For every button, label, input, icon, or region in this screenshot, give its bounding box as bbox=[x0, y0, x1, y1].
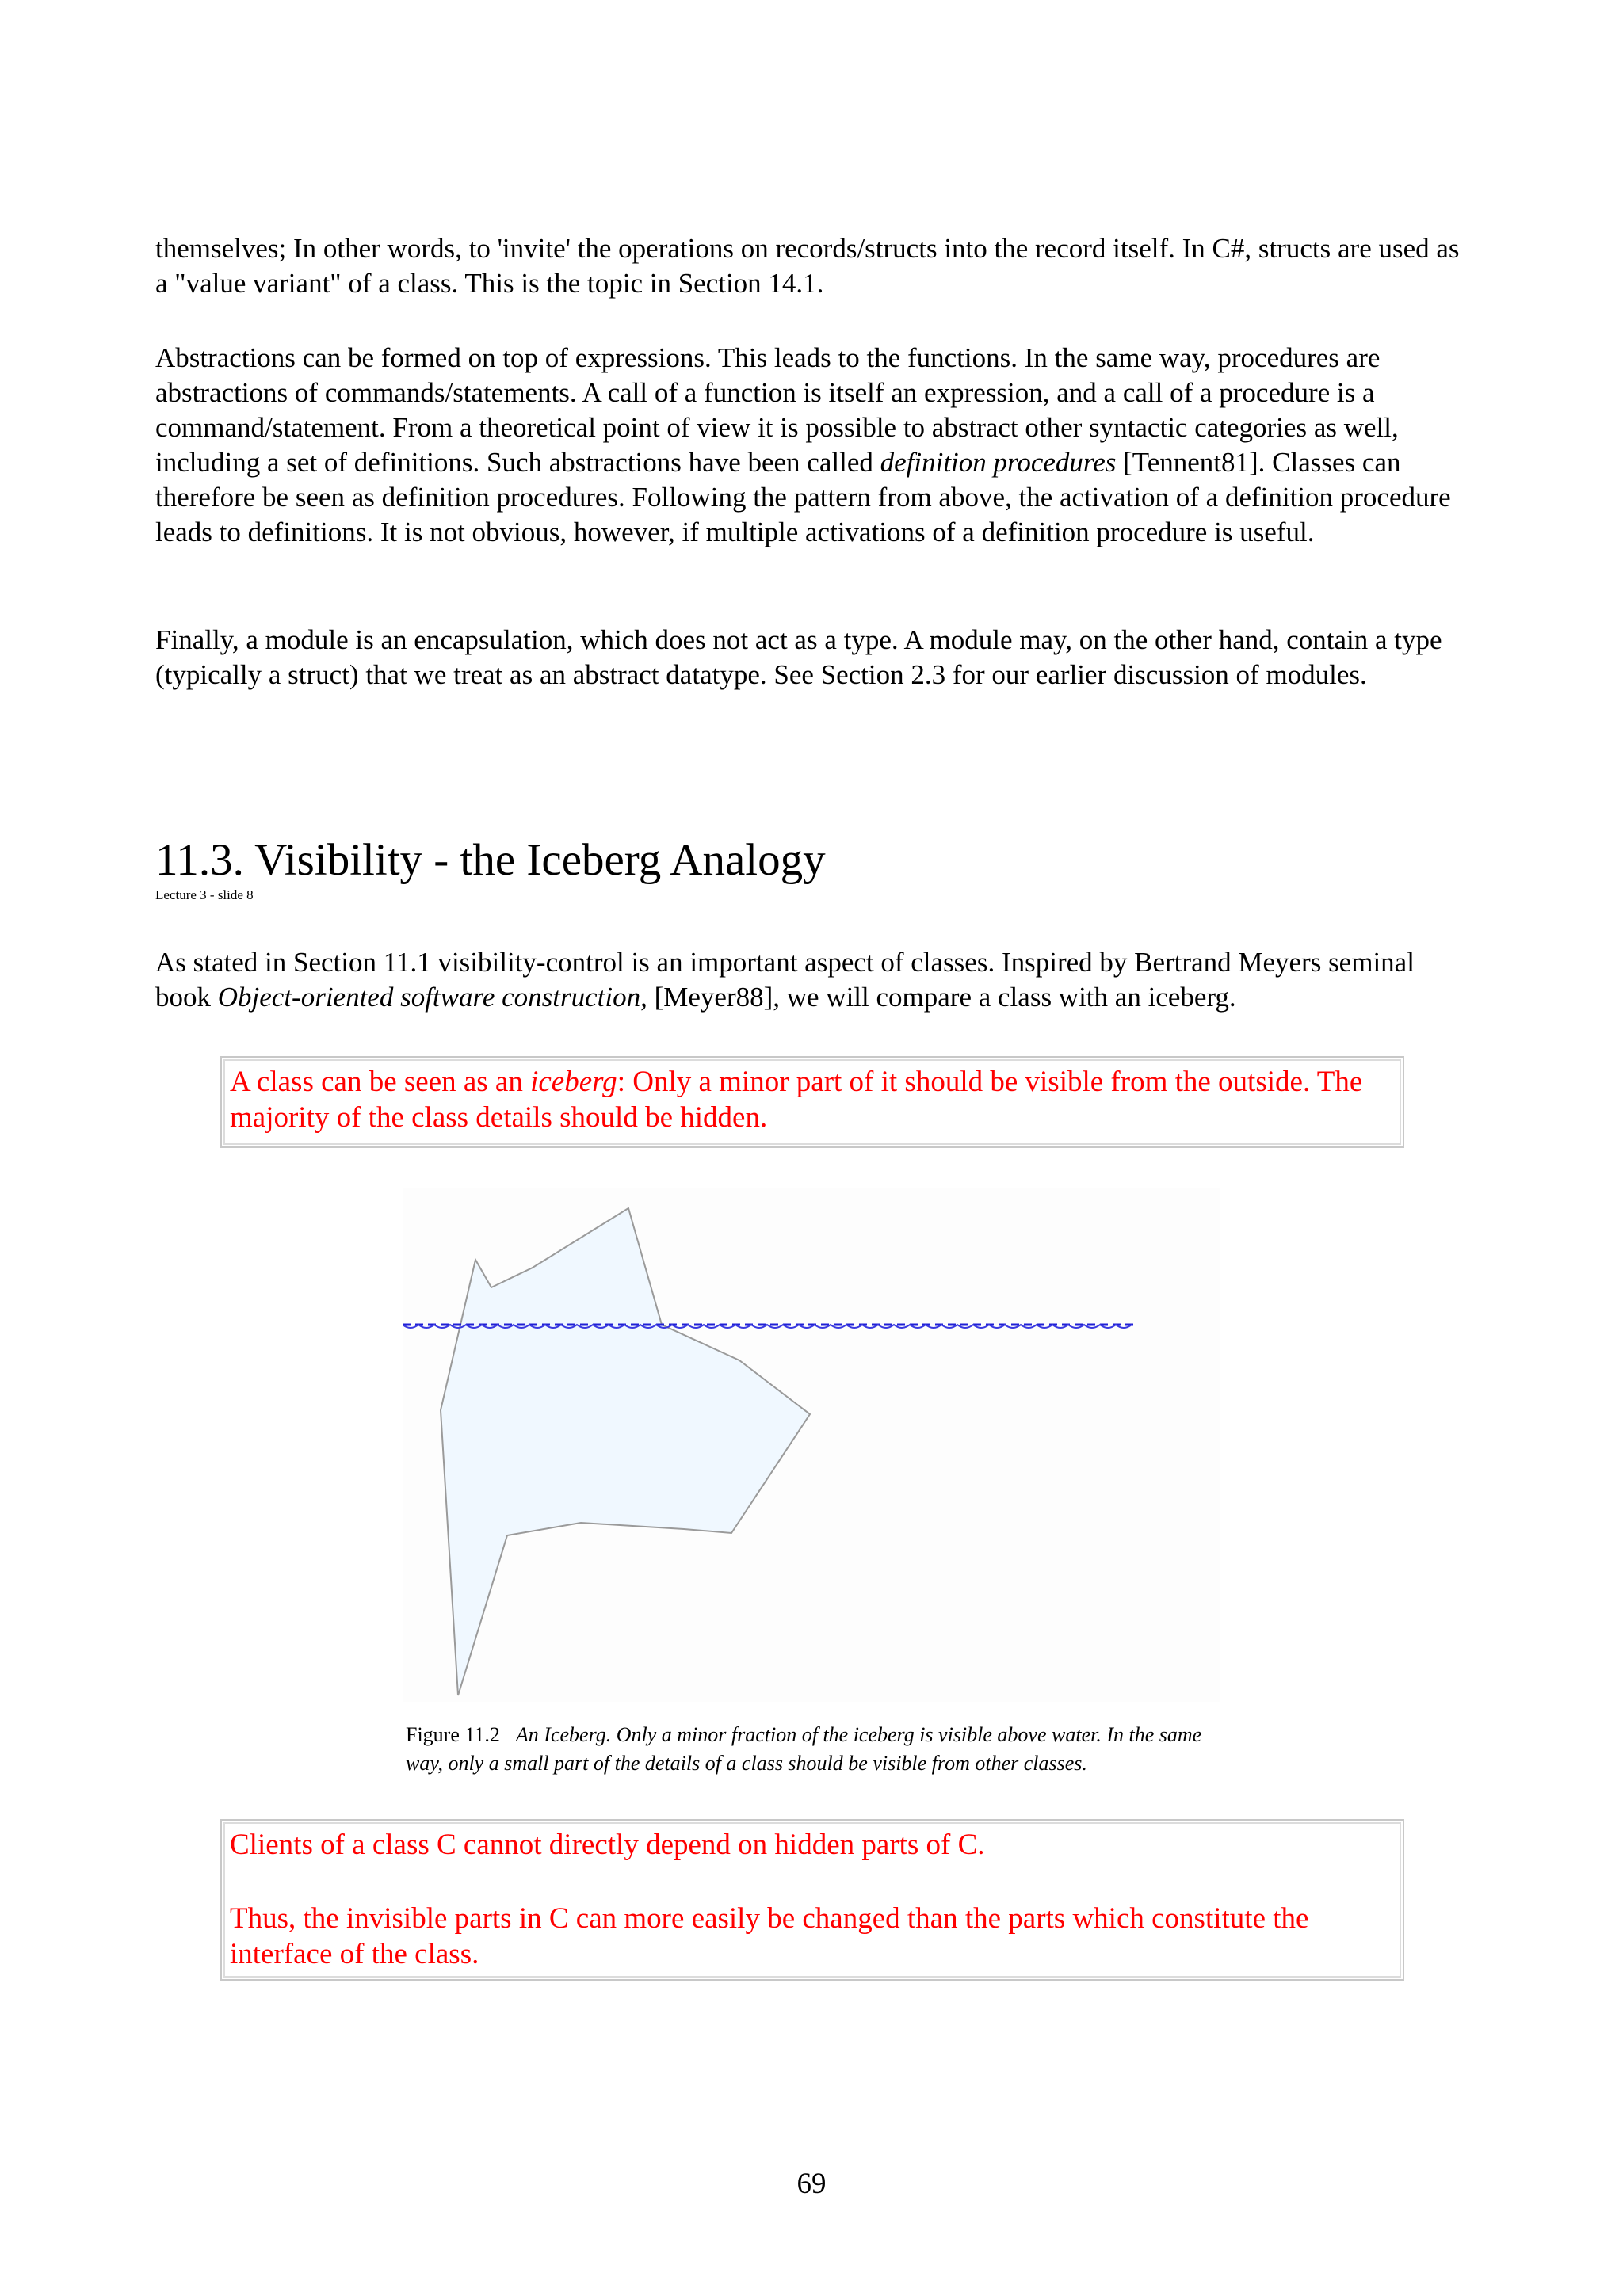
figure-caption bbox=[406, 1721, 1222, 1778]
paragraph-abstractions-text-2: [Tennent81]. Classes can therefore be seen as definition procedures. Following the pattern from above, the activation of a definition procedure leads to definitions. It is not obvious, however, if multiple activations of a definition procedure is useful. bbox=[155, 447, 1451, 547]
section-heading: 11.3. Visibility - the Iceberg Analogy bbox=[155, 835, 826, 885]
iceberg-figure bbox=[403, 1188, 1220, 1702]
figure-number: Figure 11.2 bbox=[406, 1723, 500, 1746]
page-number: 69 bbox=[796, 2168, 827, 2200]
highlight-box-clients bbox=[220, 1819, 1404, 1981]
highlight-box-iceberg-text-1: A class can be seen as an bbox=[230, 1066, 531, 1098]
highlight-box-iceberg bbox=[220, 1056, 1404, 1148]
term-iceberg: iceberg bbox=[530, 1066, 617, 1098]
paragraph-visibility-text-1: As stated in Section 11.1 visibility-control is an important aspect of classes. Inspired by Bertrand Meyers seminal book bbox=[155, 947, 1415, 1013]
highlight-box-clients-line-1: Clients of a class C cannot directly depend on hidden parts of C. bbox=[230, 1829, 985, 1861]
paragraph-modules bbox=[155, 623, 1471, 692]
highlight-box-iceberg-text-2: : Only a minor part of it should be visible from the outside. The majority of the class details should be hidden. bbox=[230, 1066, 1363, 1134]
paragraph-visibility-intro bbox=[155, 945, 1471, 1015]
figure-caption-text: An Iceberg. Only a minor fraction of the iceberg is visible above water. In the same way, only a small part of the details of a class should be visible from other classes. bbox=[406, 1723, 1202, 1775]
paragraph-structs-text: themselves; In other words, to 'invite' the operations on records/structs into the record itself. In C#, structs are used as a "value variant" of a class. This is the topic in Section 14.1. bbox=[155, 233, 1460, 299]
paragraph-modules-text: Finally, a module is an encapsulation, which does not act as a type. A module may, on the other hand, contain a type (typically a struct) that we treat as an abstract datatype. See Section 2.3 for our earlier discussion of modules. bbox=[155, 624, 1442, 690]
book-title: Object-oriented software construction bbox=[217, 982, 641, 1013]
paragraph-abstractions bbox=[155, 341, 1471, 550]
highlight-box-clients-line-2: Thus, the invisible parts in C can more easily be changed than the parts which constitute the interface of the class. bbox=[230, 1902, 1309, 1970]
paragraph-abstractions-text-1: Abstractions can be formed on top of expressions. This leads to the functions. In the same way, procedures are abstractions of commands/statements. A call of a function is itself an expression, and a call of a procedure is a command/statement. From a theoretical point of view it is possible to abstract other syntactic categories as well, including a set of definitions. Such abstractions have been called bbox=[155, 342, 1399, 478]
paragraph-structs bbox=[155, 231, 1471, 301]
term-definition-procedures: definition procedures bbox=[880, 447, 1117, 478]
slide-reference: Lecture 3 - slide 8 bbox=[155, 887, 254, 902]
paragraph-visibility-text-2: , [Meyer88], we will compare a class with an iceberg. bbox=[640, 982, 1236, 1013]
